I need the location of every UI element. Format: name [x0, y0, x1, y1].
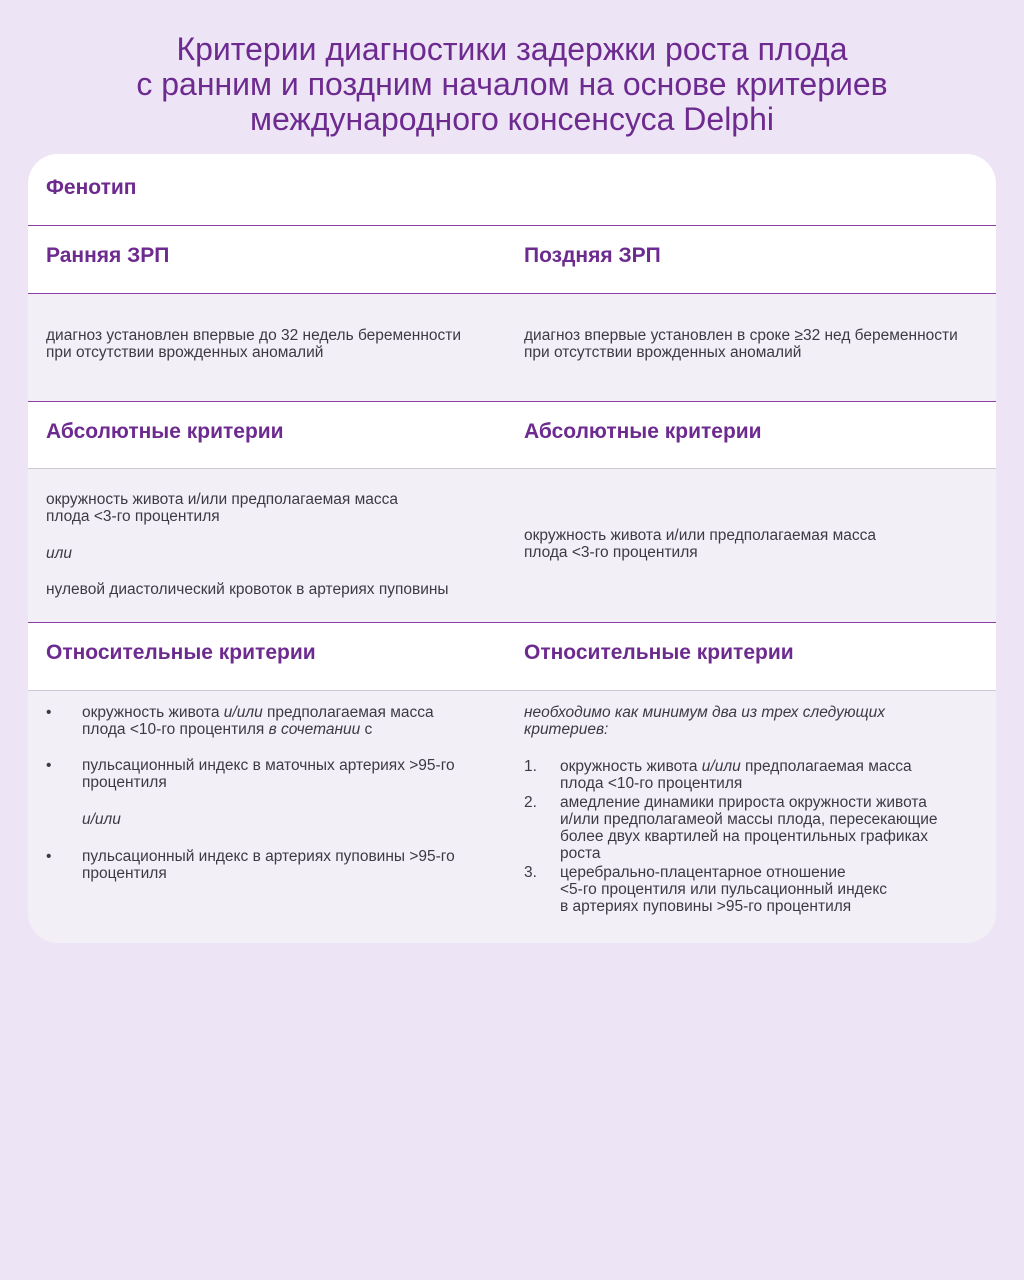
late-definition: диагноз впервые установлен в сроке ≥32 нед беременности при отсутствии врожденных аномалий — [524, 327, 958, 361]
phenotype-row — [28, 154, 996, 226]
title-line-1: Критерии диагностики задержки роста плода — [176, 31, 848, 67]
late-relative-criterion-2: 2. амедление динамики прироста окружности живота и/или предполагамеой массы плода, пересекающие более двух квартилей на процентильных графиках роста — [524, 794, 938, 862]
early-definition: диагноз установлен впервые до 32 недель беременности при отсутствии врожденных аномалий — [46, 327, 462, 361]
late-relative-criterion-3: 3. церебрально-плацентарное отношение <5-го процентиля или пульсационный индекс в артериях пуповины >95-го процентиля — [524, 864, 888, 915]
title-line-3: международного консенсуса Delphi — [249, 101, 774, 137]
absolute-content-row — [28, 469, 996, 623]
type-header-row — [28, 226, 996, 294]
early-relative-and-or: и/или — [82, 811, 121, 828]
early-relative-criterion-2: • пульсационный индекс в маточных артериях >95-го процентиля — [46, 757, 506, 791]
early-relative-criterion-1: • окружность живота и/или предполагаемая масса плода <10-го процентиля в сочетании с — [46, 704, 506, 738]
definition-row — [28, 294, 996, 402]
relative-content-row — [28, 691, 996, 943]
late-absolute-criterion: окружность живота и/или предполагаемая масса плода <3-го процентиля — [524, 527, 877, 561]
early-absolute-heading: Абсолютные критерии — [46, 420, 284, 443]
late-relative-criterion-1: 1. окружность живота и/или предполагаемая масса плода <10-го процентиля — [524, 758, 912, 792]
early-fgr-heading: Ранняя ЗРП — [46, 244, 170, 267]
late-relative-list — [524, 758, 974, 915]
early-relative-list — [46, 704, 506, 791]
late-absolute-heading: Абсолютные критерии — [524, 420, 762, 443]
criteria-table-card — [28, 154, 996, 943]
early-absolute-criterion-1: окружность живота и/или предполагаемая масса плода <3-го процентиля — [46, 491, 399, 525]
title-line-2: с ранним и поздним началом на основе критериев — [136, 66, 888, 102]
early-relative-list-cont — [46, 848, 506, 882]
absolute-header-row — [28, 402, 996, 469]
early-absolute-or: или — [46, 545, 72, 562]
phenotype-label: Фенотип — [46, 176, 137, 199]
late-fgr-heading: Поздняя ЗРП — [524, 244, 661, 267]
relative-header-row — [28, 623, 996, 691]
late-relative-heading: Относительные критерии — [524, 641, 794, 664]
early-relative-criterion-3: • пульсационный индекс в артериях пуповины >95-го процентиля — [46, 848, 506, 882]
late-relative-intro: необходимо как минимум два из трех следующих критериев: — [524, 704, 886, 738]
page-title — [60, 32, 964, 137]
early-absolute-criterion-2: нулевой диастолический кровоток в артериях пуповины — [46, 581, 449, 598]
early-relative-heading: Относительные критерии — [46, 641, 316, 664]
